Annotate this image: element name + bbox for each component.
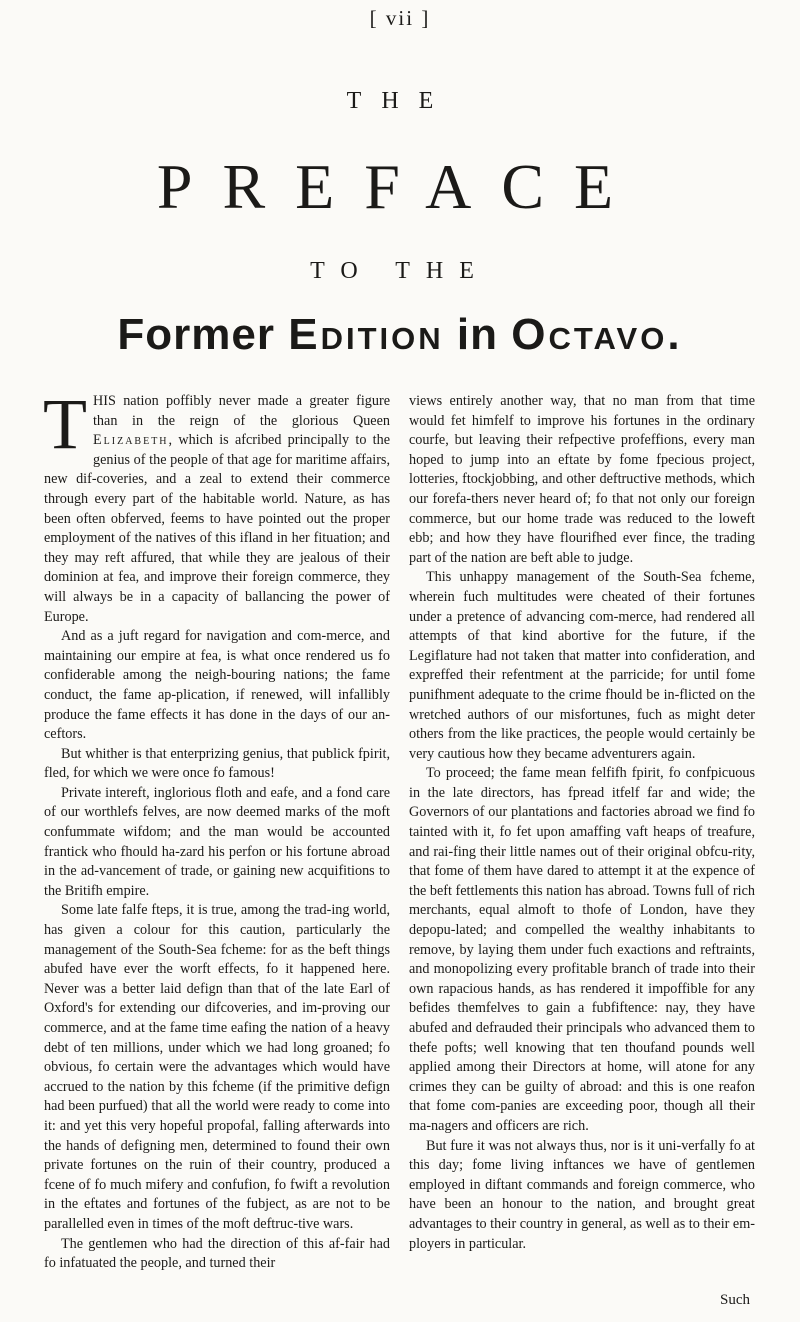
drop-cap: T: [43, 384, 87, 464]
paragraph-7: views entirely another way, that no man from that time would fet himfelf to improve his fortunes in the ordinary courfe, but leaving their refpective profeffions, every man hoped to jump into an eftate by fome fpecious project, lotteries, ftockjobbing, and other deftructive methods, which our forefa-thers never heard of; fo that not only our foreign commerce, but our home trade was reduced to the loweft ebb; and how they have flourifhed ever fince, the trading part of the nation are beft able to judge.: [409, 393, 755, 566]
paragraph-1-text-a: HIS nation poffibly never made a greater figure than in the reign of the glorious Queen: [92, 393, 390, 429]
page-number: [ vii ]: [369, 6, 431, 30]
paragraph-3: But whither is that enterprizing genius, that publick fpirit, fled, for which we were once fo famous!: [44, 745, 390, 782]
paragraph-9: To proceed; the fame mean felfifh fpirit, fo confpicuous in the late directors, has fpread itfelf far and wide; the Governors of our plantations and factories abroad we find fo tainted with it, fo fet upon amaffing vaft heaps of treafure, and rai-fing their little names out of their original obfcu-rity, that fome of them have dared to attempt it at the expence of the beft fettlements this nation has abroad. Towns full of rich merchants, equal almoft to thofe of London, have they depopu-lated; and compelled the wealthy inhabitants to remove, by laying them under fuch exactions and reftraints, and monopolizing every profitable branch of trade into their own rapacious hands, as has rendered it impoffible for any befides themfelves to gain a fubfiftence: nay, they have abufed and defrauded their principals who advanced them to thefe pofts; well knowing that ten thoufand pounds well applied among their Directors at home, will atone for any crimes they can be guilty of abroad: and this is one reafon that fome com-panies are exceeding poor, though all their ma-nagers and officers are rich.: [409, 765, 755, 1134]
page-title: PREFACE: [156, 151, 644, 222]
subtitle-word-edition: Edition: [288, 310, 444, 359]
queen-name: Elizabeth: [92, 432, 169, 449]
paragraph-5: Some late falfe fteps, it is true, among the trad-ing world, has given a colour for this caution, particularly the management of the South-Sea fcheme: for as the beft things abufed have ever the worft effects, fo it happened here. Never was a better laid defign than that of the late Earl of Oxford's for extending our difcoveries, and im-proving our commerce, and at the fame time eafing the nation of a heavy debt of ten millions, under which we had long groaned; fo obvious, fo certain were the advantages which would have accrued to the nation by this fcheme (if the primitive defign had been purfued) that all the world were ready to come into it: and yet this very hopeful propofal, falling afterwards into the hands of defigning men, determined to found their own private fortunes on the ruin of their country, produced a fcene of fo much mifery and confufion, fo fwift a revolution in the eftates and fortunes of the fubject, as are not to be parallelled even in times of the moft deftruc-tive wars.: [44, 902, 390, 1232]
left-column: [43, 384, 390, 1274]
paragraph-8: This unhappy management of the South-Sea fcheme, wherein fuch multitudes were cheated of their fortunes under a pretence of advancing com-merce, had rendered all attempts of that kind abortive for the future, if the Legiflature had not taken that matter into confideration, and expreffed their refentment at the parricide; for until fome punifhment adequate to the crime fhould be in-flicted on the wretched authors of our misfortunes, fuch as might deter others from the like practices, the people would certainly be very cautious how they became adventurers again.: [409, 569, 755, 762]
right-column: [409, 392, 755, 1254]
paragraph-10: But fure it was not always thus, nor is it uni-verfally fo at this day; fome living inftances we have of gentlemen employed in diftant commands and foreign commerce, who have been an honour to the nation, and brought great advantages to their country in general, as well as to their em-ployers in particular.: [409, 1137, 755, 1252]
subtitle-word-octavo: Octavo.: [511, 310, 683, 359]
catchword: Such: [720, 1292, 750, 1308]
heading-the: THE: [346, 88, 454, 114]
paragraph-2: And as a juft regard for navigation and com-merce, and maintaining our empire at fea, is what once rendered us fo confiderable among the neigh-bouring nations; the fame conduct, the fame ap-plication, if renewed, will infallibly produce the fame effects it has done in the days of our an-ceftors.: [44, 628, 390, 743]
paragraph-6: The gentlemen who had the direction of this af-fair had fo infatuated the people, and turned their: [44, 1235, 390, 1272]
subtitle-word-in: in: [456, 310, 498, 359]
paragraph-1-text-b: , which is afcribed principally to the genius of the people of that age for maritime affairs, new dif-coveries, and a zeal to extend their commerce through every part of the habitable world. Nature, as has been often obferved, feems to have pointed out the proper employment of the natives of this ifland in her fituation; and they may reft affured, that while they are jealous of their dominion at fea, and improve their foreign commerce, they will always be in a capacity of ballancing the power of Europe.: [44, 432, 390, 625]
paragraph-1: [43, 384, 390, 627]
paragraph-4: Private intereft, inglorious floth and eafe, and a fond care of our worthlefs felves, are now deemed marks of the moft confummate wifdom; and the man would be accounted frantick who fhould ha-zard his perfon or his fortune abroad in the ad-vancement of trade, or gaining new acquifitions to the Britifh empire.: [44, 784, 390, 899]
heading-to-the: TO THE: [310, 258, 490, 284]
page-subtitle: [0, 310, 800, 360]
subtitle-word-former: Former: [117, 310, 275, 359]
